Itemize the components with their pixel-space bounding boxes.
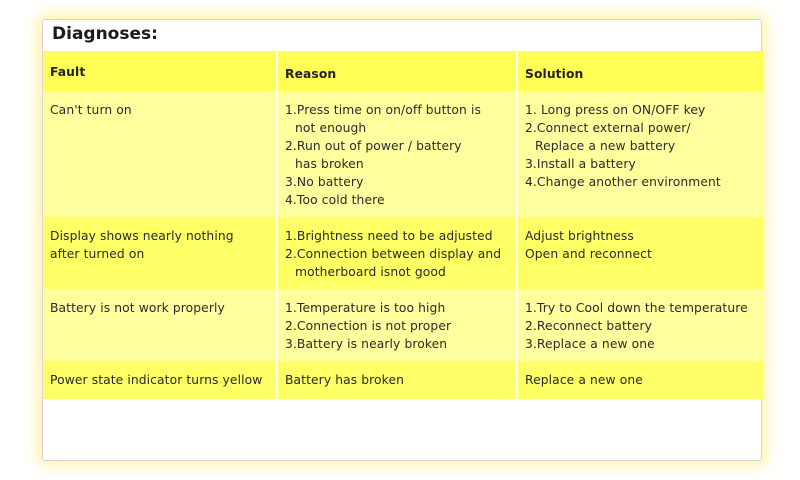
header-solution: Solution bbox=[516, 51, 763, 91]
row-4-solution bbox=[516, 361, 763, 399]
text-line: not enough bbox=[295, 121, 367, 135]
text-line: 2.Reconnect battery bbox=[525, 319, 653, 333]
text-line: 2.Connection is not proper bbox=[285, 319, 452, 333]
text-line: 2.Connect external power/ bbox=[525, 121, 691, 135]
text-line: Power state indicator turns yellow bbox=[50, 373, 263, 387]
text-line: 1.Brightness need to be adjusted bbox=[285, 229, 493, 243]
row-3-reason bbox=[276, 289, 516, 361]
row-2-fault bbox=[43, 217, 276, 289]
text-line: after turned on bbox=[50, 247, 145, 261]
text-line: 2.Connection between display and bbox=[285, 247, 502, 261]
text-line: Replace a new battery bbox=[535, 139, 676, 153]
text-line: Replace a new one bbox=[525, 373, 643, 387]
text-line: 3.Replace a new one bbox=[525, 337, 655, 351]
text-line: Display shows nearly nothing bbox=[50, 229, 234, 243]
text-line: has broken bbox=[295, 157, 364, 171]
row-2-reason bbox=[276, 217, 516, 289]
page-title: Diagnoses: bbox=[52, 24, 158, 44]
text-line: 1.Press time on on/off button is bbox=[285, 103, 481, 117]
diagnoses-card bbox=[42, 19, 762, 461]
row-4-fault bbox=[43, 361, 276, 399]
row-3-solution bbox=[516, 289, 763, 361]
text-line: Battery is not work properly bbox=[50, 301, 225, 315]
text-line: Open and reconnect bbox=[525, 247, 652, 261]
text-line: 3.Battery is nearly broken bbox=[285, 337, 448, 351]
row-2-solution bbox=[516, 217, 763, 289]
text-line: 1.Try to Cool down the temperature bbox=[525, 301, 748, 315]
row-1-fault bbox=[43, 91, 276, 217]
text-line: Can't turn on bbox=[50, 103, 132, 117]
header-reason: Reason bbox=[276, 51, 516, 91]
row-1-solution bbox=[516, 91, 763, 217]
text-line: Adjust brightness bbox=[525, 229, 634, 243]
row-1-reason bbox=[276, 91, 516, 217]
text-line: Battery has broken bbox=[285, 373, 405, 387]
text-line: 1.Temperature is too high bbox=[285, 301, 446, 315]
text-line: motherboard isnot good bbox=[295, 265, 446, 279]
header-fault: Fault bbox=[43, 51, 276, 91]
text-line: 2.Run out of power / battery bbox=[285, 139, 462, 153]
text-line: 3.No battery bbox=[285, 175, 364, 189]
text-line: 4.Change another environment bbox=[525, 175, 721, 189]
diagnoses-table bbox=[43, 51, 763, 399]
text-line: 1. Long press on ON/OFF key bbox=[525, 103, 706, 117]
text-line: 3.Install a battery bbox=[525, 157, 636, 171]
text-line: 4.Too cold there bbox=[285, 193, 385, 207]
row-4-reason bbox=[276, 361, 516, 399]
row-3-fault bbox=[43, 289, 276, 361]
